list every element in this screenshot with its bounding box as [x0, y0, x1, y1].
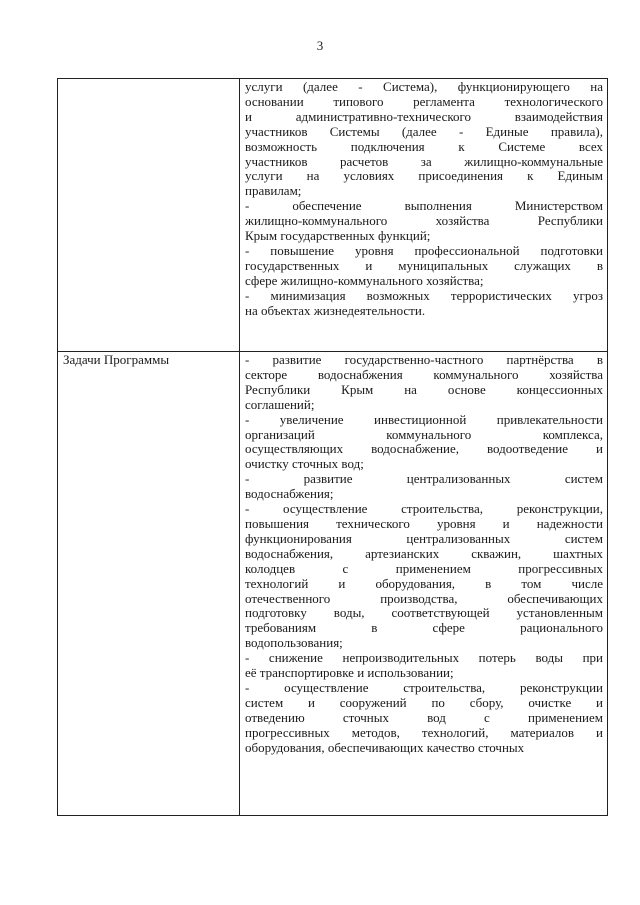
text-line: - осуществление строительства, реконструкции — [245, 679, 603, 695]
text-line: участников расчетов за жилищно-коммунальные — [245, 153, 603, 169]
text-line: прогрессивных методов, технологий, материалов и — [245, 724, 603, 740]
text-line: - повышение уровня профессиональной подготовки — [245, 242, 603, 258]
text-line: секторе водоснабжения коммунального хозяйства — [245, 366, 603, 382]
text-line: водопользования; — [245, 635, 343, 651]
text-line: основании типового регламента технологического — [245, 93, 603, 109]
row1-text — [245, 80, 603, 319]
text-line: требованиям в сфере рационального — [245, 620, 603, 636]
text-line: функционирования централизованных систем — [245, 530, 603, 546]
text-line: - развитие государственно-частного партнёрства в — [245, 352, 603, 367]
program-tasks-label: Задачи Программы — [58, 352, 240, 816]
text-line: участников Системы (далее - Единые правила), — [245, 123, 603, 139]
text-line: организаций коммунального комплекса, — [245, 426, 603, 442]
program-tasks-text — [245, 353, 603, 755]
text-line: возможность подключения к Системе всех — [245, 138, 603, 154]
text-line: отечественного производства, обеспечивающих — [245, 590, 603, 606]
text-line: государственных и муниципальных служащих в — [245, 257, 603, 273]
text-line: жилищно-коммунального хозяйства Республики — [245, 213, 603, 229]
text-line: её транспортировке и использовании; — [245, 665, 454, 681]
text-line: водоснабжения, артезианских скважин, шахтных — [245, 545, 603, 561]
program-tasks-content-cell — [240, 352, 608, 816]
table-row-program-tasks — [58, 352, 608, 816]
text-line: колодцев с применением прогрессивных — [245, 560, 603, 576]
text-line: и административно-технического взаимодействия — [245, 108, 603, 124]
text-line: услуги (далее - Система), функционирующего на — [245, 79, 603, 94]
text-line: соглашений; — [245, 396, 315, 412]
text-line: - осуществление строительства, реконструкции, — [245, 501, 603, 517]
page-number: 3 — [316, 38, 324, 53]
text-line: - развитие централизованных систем — [245, 471, 603, 487]
text-line: осуществляющих водоснабжение, водоотведение и — [245, 441, 603, 457]
text-line: - минимизация возможных террористических угроз — [245, 287, 603, 303]
text-line: правилам; — [245, 183, 302, 199]
row1-label-cell — [58, 79, 240, 352]
text-line: водоснабжения; — [245, 486, 334, 502]
text-line: повышения технического уровня и надежности — [245, 515, 603, 531]
text-line: подготовку воды, соответствующей установленным — [245, 605, 603, 621]
text-line: услуги на условиях присоединения к Единым — [245, 168, 603, 184]
text-line: на объектах жизнедеятельности. — [245, 302, 426, 318]
text-line: очистку сточных вод; — [245, 456, 364, 472]
text-line: Республики Крым на основе концессионных — [245, 381, 603, 397]
text-line: - обеспечение выполнения Министерством — [245, 198, 603, 214]
text-line: систем и сооружений по сбору, очистке и — [245, 694, 603, 710]
program-passport-table — [57, 78, 608, 816]
text-line: Крым государственных функций; — [245, 228, 431, 244]
row1-content-cell — [240, 79, 608, 352]
text-line: отведению сточных вод с применением — [245, 709, 603, 725]
table-row-continuation — [58, 79, 608, 352]
text-line: технологий и оборудования, в том числе — [245, 575, 603, 591]
text-line: - увеличение инвестиционной привлекательности — [245, 411, 603, 427]
text-line: - снижение непроизводительных потерь воды при — [245, 650, 603, 666]
text-line: оборудования, обеспечивающих качество сточных — [245, 739, 525, 755]
text-line: сфере жилищно-коммунального хозяйства; — [245, 272, 484, 288]
